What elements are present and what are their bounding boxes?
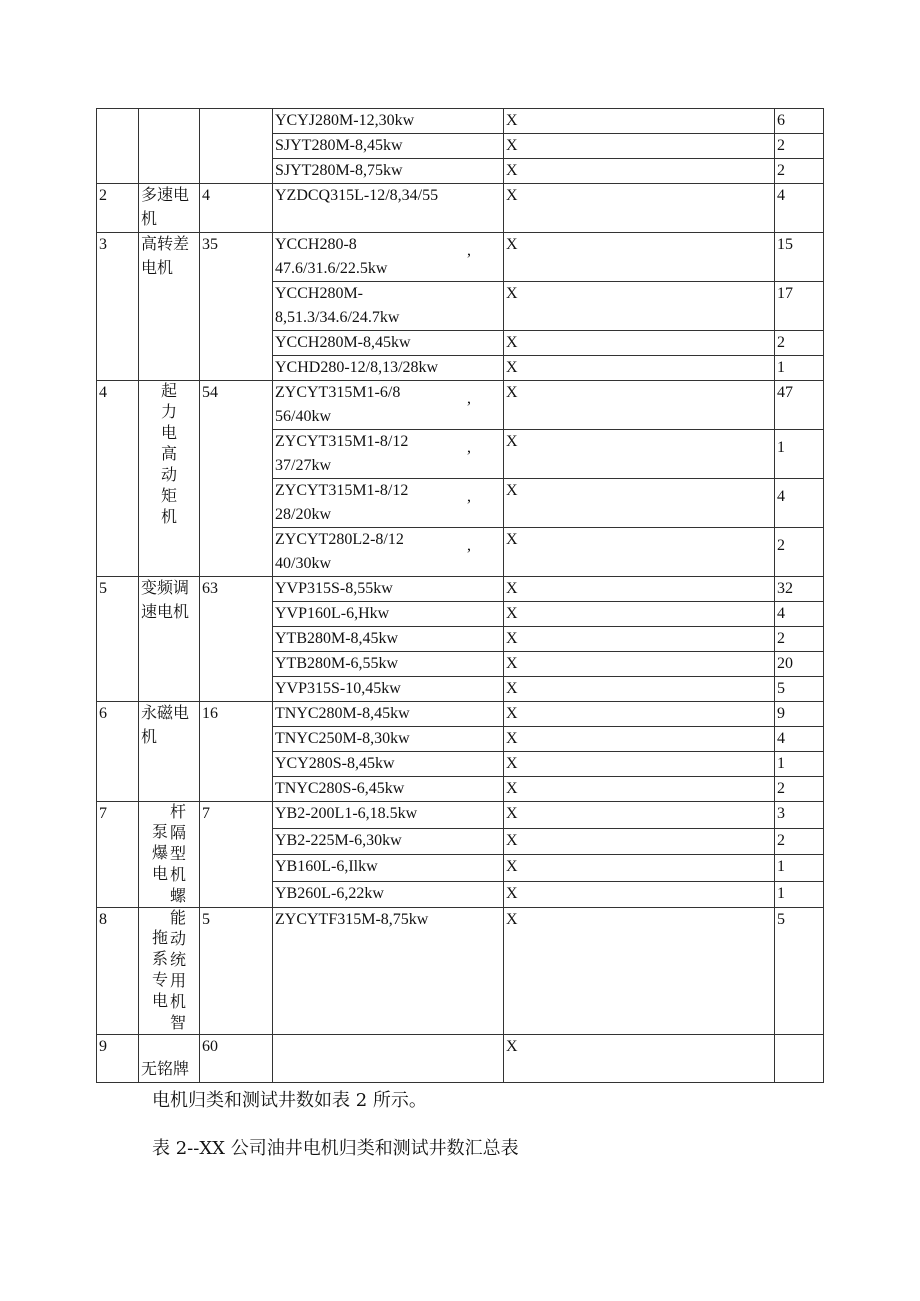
group-number-cell: 6 [97, 702, 139, 802]
category-char: 电 [151, 866, 168, 883]
quantity-cell: 2 [775, 528, 824, 577]
test-mark-cell: X [504, 828, 775, 855]
category-column [170, 908, 186, 1034]
model-text: YCYJ280M-12,30kw [275, 112, 415, 129]
model-text: ZYCYT315M1-8/12 [275, 482, 409, 499]
group-number-cell: 3 [97, 233, 139, 381]
test-mark-cell: X [504, 652, 775, 677]
quantity-cell: 2 [775, 777, 824, 802]
category-char: 杆 [170, 804, 187, 821]
quantity-cell [775, 1035, 824, 1083]
quantity-cell: 17 [775, 282, 824, 331]
test-mark-cell: X [504, 159, 775, 184]
test-mark-cell: X [504, 577, 775, 602]
model-cell [273, 802, 504, 829]
model-cell [273, 331, 504, 356]
category-char: 爆 [151, 845, 168, 862]
model-text: YZDCQ315L-12/8,34/55 [275, 187, 439, 204]
category-char: 拖 [151, 930, 168, 947]
model-text: ZYCYT315M1-6/8 [275, 384, 401, 401]
model-text: TNYC280S-6,45kw [275, 780, 405, 797]
test-mark-cell: X [504, 528, 775, 577]
quantity-cell: 4 [775, 727, 824, 752]
group-count-cell: 63 [200, 577, 273, 702]
category-char: 动 [170, 931, 187, 948]
test-mark-cell: X [504, 356, 775, 381]
model-cell [273, 855, 504, 882]
test-mark-cell: X [504, 855, 775, 882]
category-vertical-text [141, 381, 197, 528]
quantity-cell: 5 [775, 908, 824, 1035]
model-cell [273, 134, 504, 159]
table-row [97, 702, 824, 727]
test-mark-cell: X [504, 602, 775, 627]
model-text: TNYC280M-8,45kw [275, 705, 410, 722]
model-comma: , [467, 537, 471, 554]
category-char: 泵 [151, 824, 168, 841]
model-cell [273, 159, 504, 184]
model-text-cont: 37/27kw [275, 457, 331, 474]
quantity-cell: 9 [775, 702, 824, 727]
group-number-cell: 9 [97, 1035, 139, 1083]
quantity-cell: 6 [775, 109, 824, 134]
group-category-cell: 永磁电机 [139, 702, 200, 802]
table-row [97, 908, 824, 1035]
group-count-cell: 16 [200, 702, 273, 802]
table-row [97, 1035, 824, 1083]
model-text: YB260L-6,22kw [275, 884, 384, 902]
quantity-cell: 1 [775, 752, 824, 777]
model-text-cont: 8,51.3/34.6/24.7kw [275, 309, 400, 326]
test-mark-cell: X [504, 134, 775, 159]
category-char: 机 [170, 994, 187, 1011]
test-mark-cell: X [504, 627, 775, 652]
quantity-cell: 4 [775, 184, 824, 233]
category-char: 高 [160, 446, 177, 463]
model-cell [273, 282, 504, 331]
category-char: 螺 [170, 888, 187, 905]
model-cell [273, 777, 504, 802]
group-count-cell: 5 [200, 908, 273, 1035]
quantity-cell: 2 [775, 331, 824, 356]
quantity-cell: 1 [775, 881, 824, 908]
quantity-cell: 2 [775, 627, 824, 652]
category-column [170, 802, 186, 907]
model-text: YB2-225M-6,30kw [275, 831, 402, 849]
test-mark-cell: X [504, 331, 775, 356]
quantity-cell: 3 [775, 802, 824, 829]
model-text: YVP160L-6,Hkw [275, 605, 390, 622]
model-cell [273, 1035, 504, 1083]
model-cell [273, 677, 504, 702]
group-category-cell [139, 802, 200, 908]
model-text: SJYT280M-8,75kw [275, 162, 403, 179]
category-char: 电 [151, 993, 168, 1010]
model-cell [273, 109, 504, 134]
table-row [97, 184, 824, 233]
table-row [97, 109, 824, 134]
model-text-cont: 56/40kw [275, 408, 331, 425]
model-text: ZYCYTF315M-8,75kw [275, 911, 429, 928]
test-mark-cell: X [504, 479, 775, 528]
model-text: YCHD280-12/8,13/28kw [275, 359, 439, 376]
model-text: ZYCYT280L2-8/12 [275, 531, 404, 548]
group-category-cell: 多速电机 [139, 184, 200, 233]
model-text: YCY280S-8,45kw [275, 755, 395, 772]
quantity-cell: 2 [775, 828, 824, 855]
model-text-cont: 28/20kw [275, 506, 331, 523]
table-row [97, 381, 824, 430]
category-char: 智 [170, 1015, 187, 1032]
group-number-cell: 4 [97, 381, 139, 577]
model-cell [273, 233, 504, 282]
quantity-cell: 4 [775, 479, 824, 528]
category-vertical-columns [141, 908, 197, 1034]
category-char: 专 [151, 972, 168, 989]
motor-table [96, 108, 824, 1083]
group-number-cell: 8 [97, 908, 139, 1035]
test-mark-cell: X [504, 282, 775, 331]
category-column [152, 908, 168, 1034]
test-mark-cell: X [504, 727, 775, 752]
model-text: YCCH280M-8,45kw [275, 334, 411, 351]
quantity-cell: 1 [775, 430, 824, 479]
model-text: YCCH280-8 [275, 236, 357, 253]
model-cell [273, 727, 504, 752]
group-count-cell: 35 [200, 233, 273, 381]
group-category-cell: 无铭牌 [139, 1035, 200, 1083]
model-cell [273, 702, 504, 727]
model-text: YTB280M-8,45kw [275, 630, 399, 647]
group-number-cell: 5 [97, 577, 139, 702]
category-column [152, 802, 168, 907]
quantity-cell: 20 [775, 652, 824, 677]
model-cell [273, 430, 504, 479]
test-mark-cell: X [504, 702, 775, 727]
group-number-cell [97, 109, 139, 184]
group-category-cell [139, 908, 200, 1035]
category-char: 型 [170, 846, 187, 863]
quantity-cell: 4 [775, 602, 824, 627]
category-char: 力 [160, 404, 177, 421]
table-row [97, 233, 824, 282]
table-row [97, 802, 824, 829]
model-text: SJYT280M-8,45kw [275, 137, 403, 154]
table-caption: 表 2--XX 公司油井电机归类和测试井数汇总表 [152, 1138, 519, 1159]
model-text: YTB280M-6,55kw [275, 655, 399, 672]
test-mark-cell: X [504, 677, 775, 702]
category-char: 动 [160, 467, 177, 484]
test-mark-cell: X [504, 430, 775, 479]
group-count-cell: 4 [200, 184, 273, 233]
group-category-cell [139, 109, 200, 184]
group-category-cell [139, 381, 200, 577]
model-comma: , [467, 390, 471, 407]
test-mark-cell: X [504, 233, 775, 282]
category-char: 机 [160, 509, 177, 526]
model-cell [273, 828, 504, 855]
model-text: TNYC250M-8,30kw [275, 730, 410, 747]
model-cell [273, 908, 504, 1035]
category-vertical-columns [141, 802, 197, 907]
model-text: YVP315S-8,55kw [275, 580, 393, 597]
quantity-cell: 1 [775, 356, 824, 381]
quantity-cell: 15 [775, 233, 824, 282]
category-char: 电 [160, 425, 177, 442]
quantity-cell: 2 [775, 159, 824, 184]
test-mark-cell: X [504, 381, 775, 430]
category-char: 统 [170, 952, 187, 969]
test-mark-cell: X [504, 752, 775, 777]
quantity-cell: 5 [775, 677, 824, 702]
category-char: 隔 [170, 825, 187, 842]
model-text-cont: 40/30kw [275, 555, 331, 572]
table-row [97, 577, 824, 602]
model-comma: , [467, 242, 471, 259]
category-char: 矩 [160, 488, 177, 505]
model-text: ZYCYT315M1-8/12 [275, 433, 409, 450]
quantity-cell: 32 [775, 577, 824, 602]
model-cell [273, 752, 504, 777]
category-char: 机 [170, 867, 187, 884]
group-category-cell: 变频调速电机 [139, 577, 200, 702]
model-cell [273, 528, 504, 577]
group-count-cell: 60 [200, 1035, 273, 1083]
group-count-cell [200, 109, 273, 184]
paragraph-classification: 电机归类和测试井数如表 2 所示。 [152, 1090, 427, 1111]
model-cell [273, 652, 504, 677]
model-text: YVP315S-10,45kw [275, 680, 401, 697]
model-text: YCCH280M- [275, 285, 364, 302]
model-cell [273, 479, 504, 528]
category-char: 起 [160, 383, 177, 400]
model-text-cont: 47.6/31.6/22.5kw [275, 260, 388, 277]
group-count-cell: 7 [200, 802, 273, 908]
model-cell [273, 381, 504, 430]
model-cell [273, 602, 504, 627]
group-number-cell: 2 [97, 184, 139, 233]
model-comma: , [467, 439, 471, 456]
test-mark-cell: X [504, 908, 775, 1035]
quantity-cell: 2 [775, 134, 824, 159]
test-mark-cell: X [504, 802, 775, 829]
model-cell [273, 184, 504, 233]
test-mark-cell: X [504, 184, 775, 233]
category-char: 能 [170, 910, 187, 927]
quantity-cell: 1 [775, 855, 824, 882]
test-mark-cell: X [504, 109, 775, 134]
group-number-cell: 7 [97, 802, 139, 908]
model-comma: , [467, 488, 471, 505]
group-count-cell: 54 [200, 381, 273, 577]
model-cell [273, 881, 504, 908]
category-char: 用 [170, 973, 187, 990]
model-cell [273, 577, 504, 602]
quantity-cell: 47 [775, 381, 824, 430]
test-mark-cell: X [504, 881, 775, 908]
test-mark-cell: X [504, 777, 775, 802]
model-cell [273, 627, 504, 652]
group-category-cell: 高转差电机 [139, 233, 200, 381]
model-text: YB2-200L1-6,18.5kw [275, 805, 418, 822]
test-mark-cell: X [504, 1035, 775, 1083]
model-text: YB160L-6,Ilkw [275, 858, 378, 875]
category-char: 系 [151, 951, 168, 968]
model-cell [273, 356, 504, 381]
